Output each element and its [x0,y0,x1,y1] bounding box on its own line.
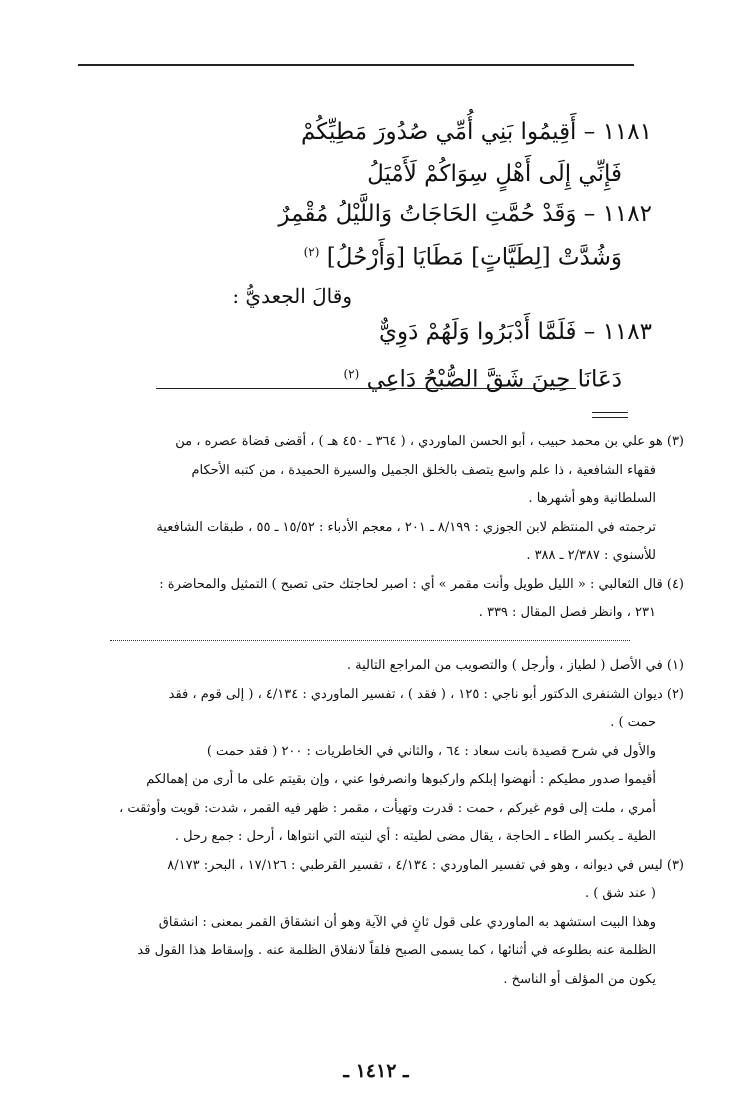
page-number: ـ ١٤١٢ ـ [343,1060,409,1082]
footnote-3-line: (٣) هو علي بن محمد حبيب ، أبو الحسن الماوردي ، ( ٣٦٤ ـ ٤٥٠ هـ ) ، أقضى قضاة عصره ، من [175,434,684,449]
verse-1181-first [301,117,652,147]
verse-text: دَعَانَا حِينَ شَقَّ الصُّبْحُ دَاعِي [366,366,622,393]
footnote-4-line: ٢٣١ ، وانظر فصل المقال : ٣٣٩ . [478,605,656,620]
footnote-2-line: الطية ـ بكسر الطاء ـ الحاجة ، يقال مضى لطيته : أي لنيته التي انتواها ، أرحل : جمع رحل . [174,829,656,844]
verse-1183-second [343,359,622,395]
footnote-2-line: (٢) ديوان الشنفرى الدكتور أبو ناجي : ١٢٥ ، ( فقد ) ، تفسير الماوردي : ٤/١٣٤ ، ( إلى قوم ، فقد [168,686,684,702]
verse-1181-second: فَإِنِّي إِلَى أَهْلٍ سِوَاكُمْ لَأَمْيَلُ [367,161,622,187]
footnote-mark: (٢) [343,367,360,381]
footnote-separator [592,412,628,418]
footnote-mark: (٢) [303,245,320,259]
verse-text: وَشُدَّتْ [لِطَيَّاتٍ] مَطَايَا [وَأَرْحُلُ] [326,244,622,271]
verse-text: أَقِيمُوا بَنِي أُمِّي صُدُورَ مَطِيِّكُمْ [300,119,577,145]
footnote-3-line: للأسنوي : ٢/٣٨٧ ـ ٣٨٨ . [526,548,656,563]
footnote-2-line: حمت ) . [610,715,656,730]
verse-number: ١١٨٣ – [583,319,652,345]
verse-1183-first [379,317,652,347]
footnote-3b-line: ( عند شق ) . [584,886,656,901]
footnote-2-line: أمري ، ملت إلى قوم غيركم ، حمت : قدرت وتهيأت ، مقمر : ظهر فيه القمر ، شدت: قويت وأوثقت ، [119,800,656,816]
footnote-3-line: ترجمته في المنتظم لابن الجوزي : ٨/١٩٩ ـ ٢٠١ ، معجم الأدباء : ١٥/٥٢ ـ ٥٥ ، طبقات الشافعية [156,519,656,535]
footnotes-lower [54,652,684,994]
verse-1182-second [304,237,622,273]
verse-1182-first [278,199,652,229]
verse-number: ١١٨٢ – [583,201,652,227]
footnote-3b-line: الظلمة عنه بطلوعه في أثنائها ، كما يسمى الصبح فلقاً لانفلاق الظلمة عنه . وإسقاط هذا القول قد [137,943,656,958]
footnote-3-line: فقهاء الشافعية ، ذا علم واسع يتصف بالخلق الجميل والسيرة الحميدة ، من كتبه الأحكام [191,462,656,478]
footnote-3b-line: وهذا البيت استشهد به الماوردي على قول ثانٍ في الآية وهو أن انشقاق القمر بمعنى : انشقاق [158,914,656,930]
dotted-separator [110,640,630,641]
footnote-2-line: أقيموا صدور مطيكم : أنهضوا إبلكم واركبوها وانصرفوا عني ، وإن بقيتم على ما أرى من إهمالكم [146,772,656,787]
verse-text: وَقَدْ حُمَّتِ الحَاجَاتُ وَاللَّيْلُ مُقْمِرٌ [278,201,577,227]
footnote-3-line: السلطانية وهو أشهرها . [528,491,656,506]
poem-end-rule [156,388,576,389]
footnote-1-line: (١) في الأصل ( لطياز ، وأرجل ) والتصويب من المراجع التالية . [346,658,684,673]
verse-number: ١١٨١ – [583,119,652,145]
footnotes-upper [54,428,684,628]
footnote-4-line: (٤) قال الثعالبي : « الليل طويل وأنت مقمر » أي : اصبر لحاجتك حتى تصبح ) التمثيل والمحاضرة : [159,576,684,592]
header-rule [78,64,634,66]
speaker-line: وقالَ الجعديُّ : [232,284,352,308]
footnote-3b-line: (٣) ليس في ديوانه ، وهو في تفسير الماوردي : ٤/١٣٤ ، تفسير القرطبي : ١٧/١٢٦ ، البحر: ٨/١٧٣ [167,857,684,873]
verse-text: فَلَمَّا أَدْبَرُوا وَلَهُمْ دَوِيٌّ [379,319,577,345]
footnote-3b-line: يكون من المؤلف أو الناسخ . [503,971,656,987]
footnote-2-line: والأول في شرح قصيدة بانت سعاد : ٦٤ ، والثاني في الخاطريات : ٢٠٠ ( فقد حمت ) [206,743,656,759]
